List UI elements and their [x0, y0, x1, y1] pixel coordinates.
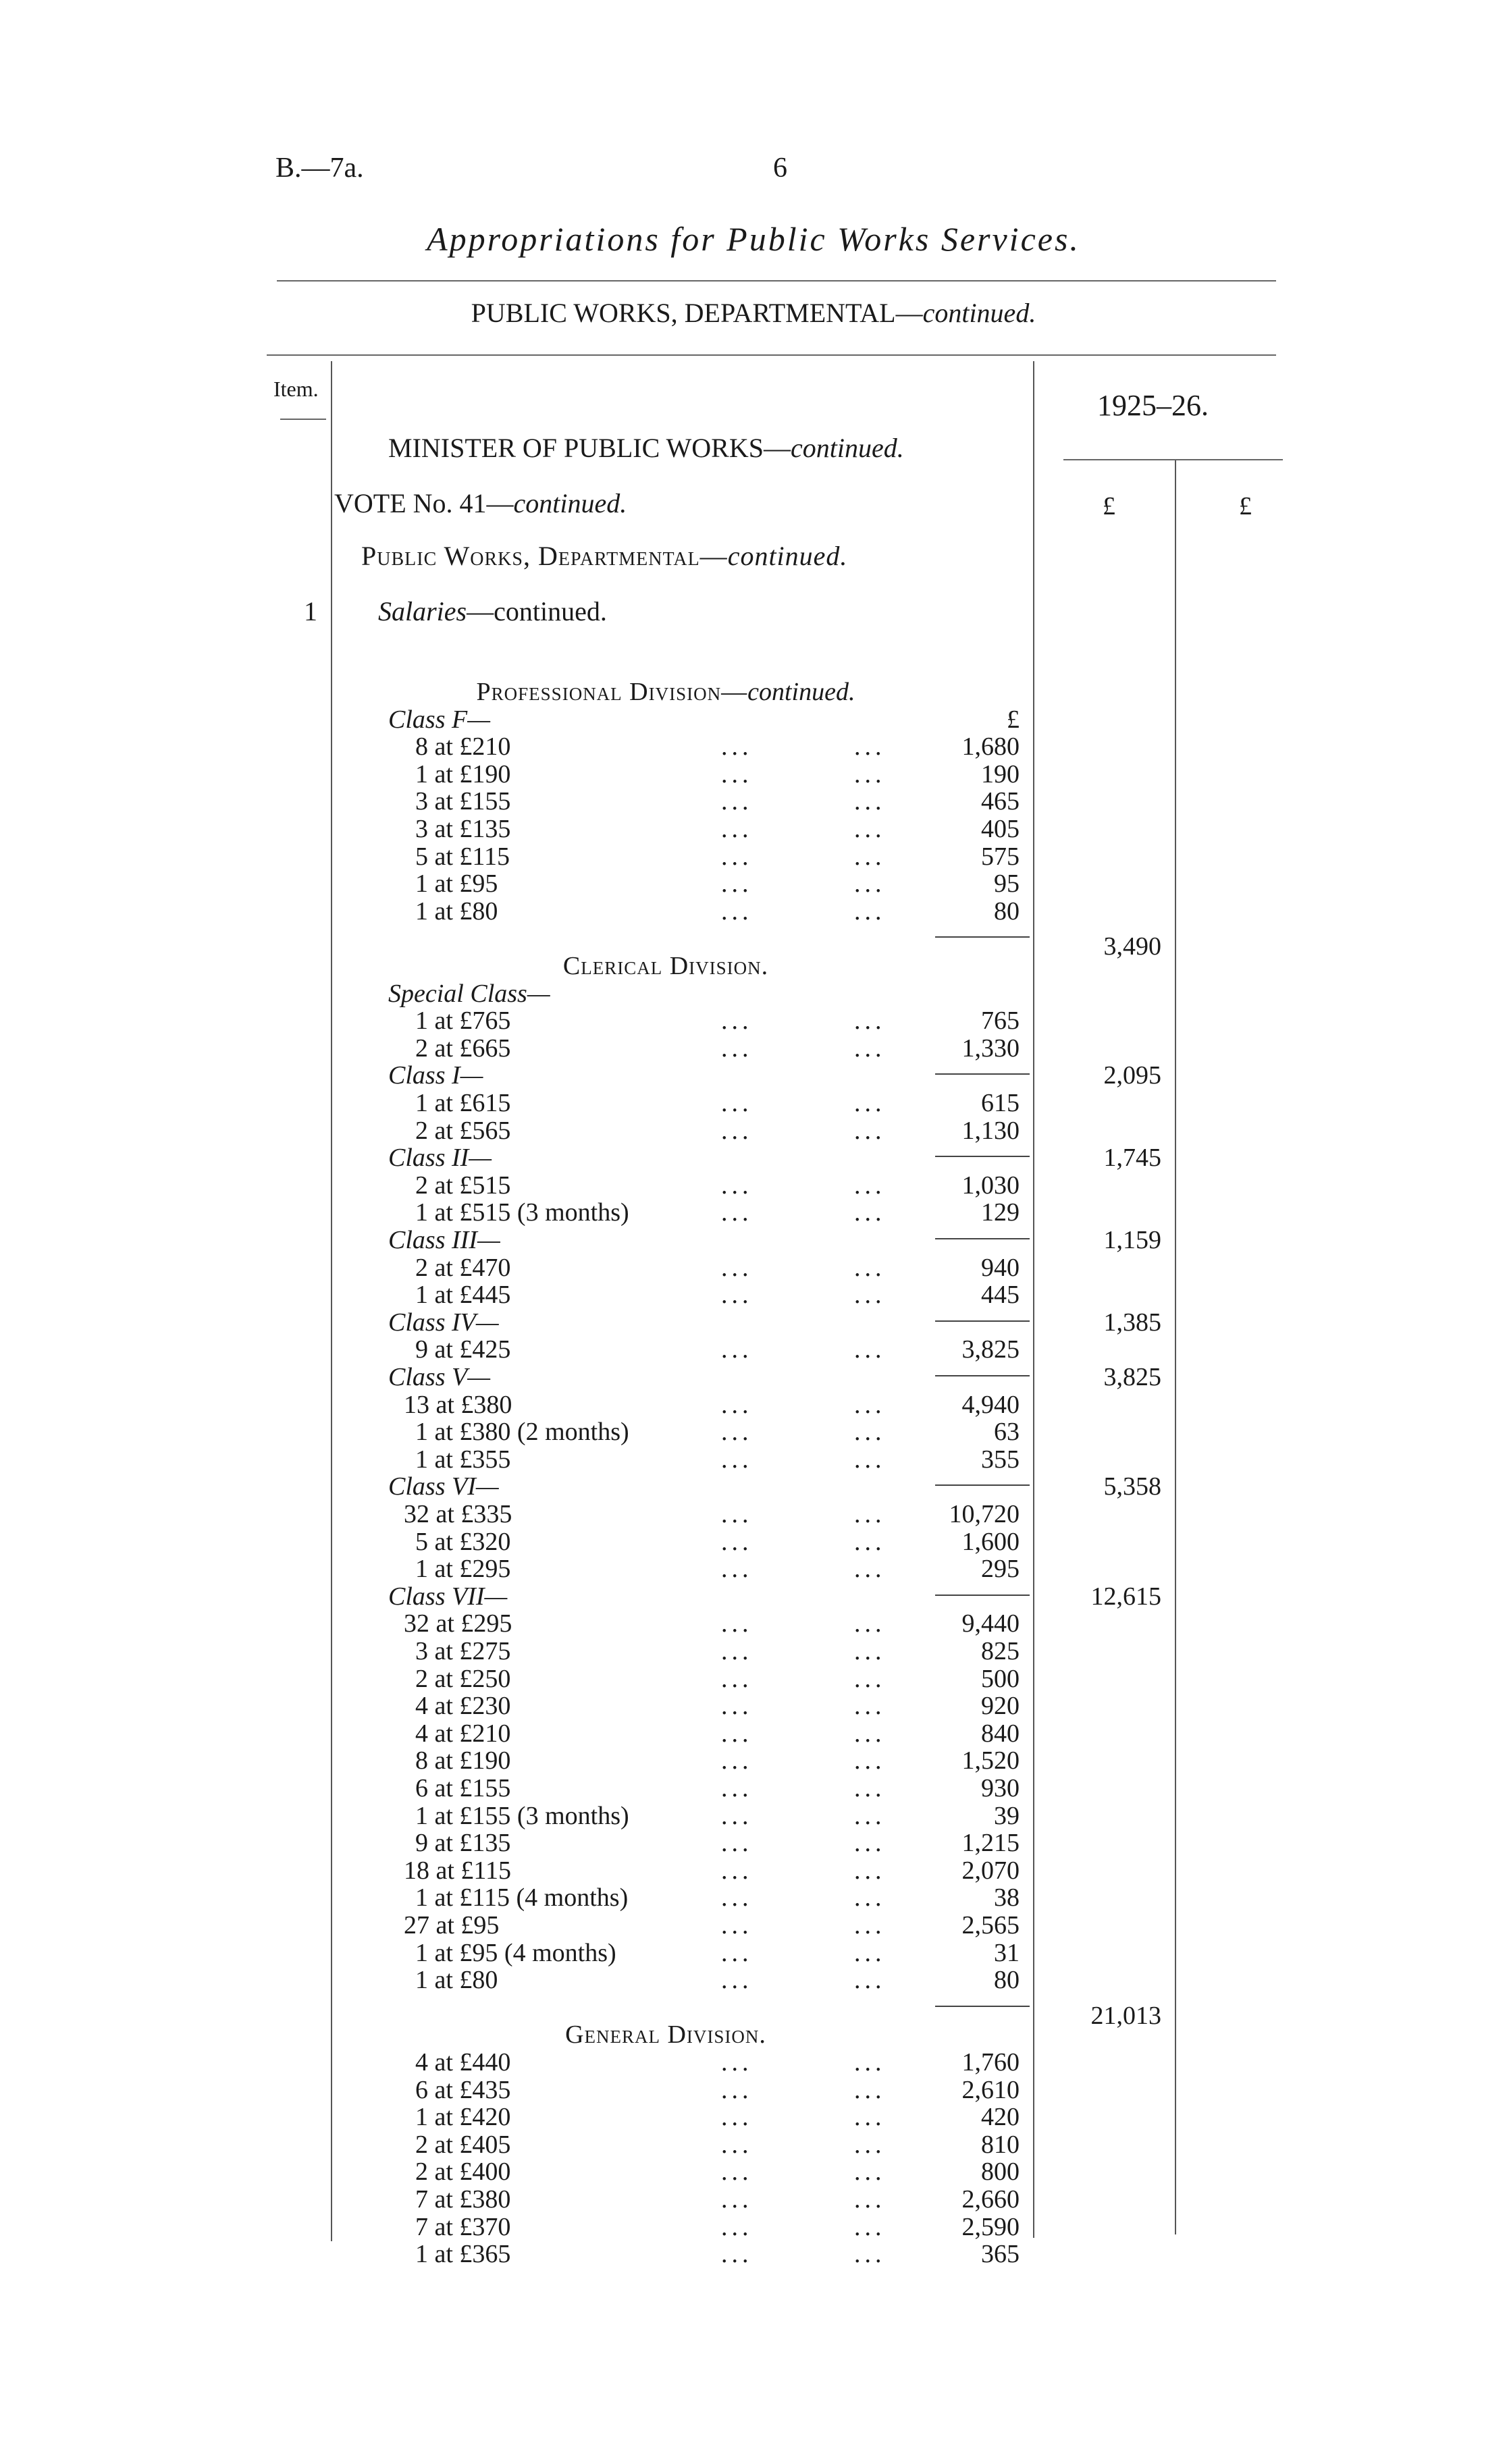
minister-heading [388, 432, 904, 464]
salary-amount: 1,680 [961, 732, 1020, 761]
salary-entry-label: 5 at £115 [415, 842, 510, 871]
leader-dots: ... [854, 1390, 886, 1419]
salary-entry-label: 1 at £190 [415, 759, 511, 788]
leader-dots: ... [721, 2158, 753, 2187]
salary-amount: 31 [994, 1938, 1020, 1967]
salary-entry-label: 4 at £230 [415, 1692, 511, 1721]
salary-amount: 80 [994, 896, 1020, 926]
subtotal-rule [935, 1375, 1030, 1376]
leader-dots: ... [854, 1966, 886, 1995]
table-row [0, 1473, 1507, 1500]
leader-dots: ... [854, 1801, 886, 1830]
currency-symbol: £ [1007, 705, 1020, 734]
table-row [0, 2021, 1507, 2048]
department-heading [361, 540, 847, 572]
salary-entry-label: 2 at £250 [415, 1664, 511, 1693]
leader-dots: ... [721, 2185, 753, 2214]
item-label-rule [280, 419, 326, 420]
page-number: 6 [773, 153, 787, 184]
leader-dots: ... [854, 869, 886, 899]
salary-amount: 39 [994, 1801, 1020, 1830]
leader-dots: ... [854, 1609, 886, 1638]
class-heading: Class II— [388, 1144, 492, 1173]
table-row [0, 2049, 1507, 2076]
leader-dots: ... [721, 2048, 753, 2077]
table-row [0, 2158, 1507, 2185]
vote-main: VOTE No. 41— [334, 488, 514, 518]
class-total: 1,159 [1103, 1226, 1161, 1254]
leader-dots: ... [854, 2212, 886, 2241]
table-row [0, 1254, 1507, 1281]
section-heading-text: Clerical Division. [562, 952, 769, 980]
leader-dots: ... [854, 1664, 886, 1693]
division-total: 3,490 [1103, 932, 1161, 961]
leader-dots: ... [854, 1829, 886, 1858]
salary-entry-label: 1 at £95 [415, 869, 498, 899]
table-row [0, 1364, 1507, 1391]
class-total: 5,358 [1103, 1472, 1161, 1501]
salary-entry-label: 1 at £115 (4 months) [415, 1883, 629, 1912]
leader-dots: ... [854, 1527, 886, 1556]
table-row [0, 2077, 1507, 2104]
leader-dots: ... [854, 896, 886, 926]
table-row [0, 925, 1507, 961]
salary-entry-label: 1 at £765 [415, 1007, 511, 1036]
class-total: 2,095 [1103, 1061, 1161, 1090]
class-total: 12,615 [1090, 1582, 1161, 1611]
table-row [0, 1583, 1507, 1610]
table-row [0, 1857, 1507, 1884]
leader-dots: ... [854, 1911, 886, 1939]
leader-dots: ... [854, 842, 886, 871]
salary-entry-label: 4 at £210 [415, 1719, 511, 1748]
table-row [0, 1418, 1507, 1445]
subtotal-rule [935, 1156, 1030, 1157]
salary-amount: 1,760 [961, 2048, 1020, 2077]
table-row [0, 1281, 1507, 1308]
table-row [0, 1994, 1507, 2030]
subtitle-continued: continued. [922, 298, 1036, 328]
page-subtitle [0, 297, 1507, 329]
table-row [0, 2241, 1507, 2268]
table-row [0, 2214, 1507, 2241]
leader-dots: ... [721, 1719, 753, 1748]
leader-dots: ... [854, 1007, 886, 1036]
salary-amount: 38 [994, 1883, 1020, 1912]
leader-dots: ... [721, 1089, 753, 1117]
salary-entry-label: 2 at £470 [415, 1253, 511, 1282]
table-row [0, 1720, 1507, 1747]
leader-dots: ... [721, 1966, 753, 1995]
leader-dots: ... [721, 1198, 753, 1227]
subtotal-rule [935, 2006, 1030, 2007]
salary-entry-label: 2 at £665 [415, 1034, 511, 1063]
leader-dots: ... [721, 1856, 753, 1885]
salary-amount: 465 [981, 787, 1020, 816]
table-row [0, 761, 1507, 788]
section-heading-text: General Division. [565, 2020, 766, 2050]
leader-dots: ... [721, 1829, 753, 1858]
table-row [0, 1117, 1507, 1144]
leader-dots: ... [854, 1746, 886, 1775]
table-row [0, 1939, 1507, 1966]
leader-dots: ... [721, 1692, 753, 1721]
leader-dots: ... [721, 732, 753, 761]
salary-entry-label: 32 at £295 [404, 1609, 512, 1638]
salary-amount: 930 [981, 1774, 1020, 1802]
salary-entry-label: 1 at £155 (3 months) [415, 1801, 629, 1830]
salary-entry-label: 2 at £400 [415, 2158, 511, 2187]
leader-dots: ... [721, 1281, 753, 1310]
table-row [0, 1884, 1507, 1911]
leader-dots: ... [854, 1445, 886, 1474]
leader-dots: ... [854, 1198, 886, 1227]
table-row [0, 2104, 1507, 2131]
salary-entry-label: 1 at £95 (4 months) [415, 1938, 616, 1967]
salary-amount: 4,940 [961, 1390, 1020, 1419]
leader-dots: ... [721, 896, 753, 926]
class-total: 1,385 [1103, 1308, 1161, 1337]
salary-entry-label: 1 at £445 [415, 1281, 511, 1310]
table-row [0, 2131, 1507, 2158]
leader-dots: ... [854, 1774, 886, 1802]
leader-dots: ... [721, 1746, 753, 1775]
salary-amount: 840 [981, 1719, 1020, 1748]
leader-dots: ... [721, 787, 753, 816]
salary-amount: 2,590 [961, 2212, 1020, 2241]
salary-entry-label: 13 at £380 [404, 1390, 512, 1419]
table-row [0, 788, 1507, 815]
leader-dots: ... [721, 869, 753, 899]
department-continued: continued. [727, 541, 848, 571]
table-row [0, 815, 1507, 842]
leader-dots: ... [854, 787, 886, 816]
class-total: 1,745 [1103, 1144, 1161, 1173]
leader-dots: ... [721, 1911, 753, 1939]
salary-amount: 190 [981, 759, 1020, 788]
leader-dots: ... [854, 1089, 886, 1117]
table-row [0, 1610, 1507, 1637]
leader-dots: ... [721, 815, 753, 843]
salary-amount: 825 [981, 1637, 1020, 1665]
document-reference: B.—7a. [275, 153, 364, 184]
leader-dots: ... [854, 1719, 886, 1748]
leader-dots: ... [721, 2130, 753, 2159]
subtotal-rule [935, 1238, 1030, 1239]
leader-dots: ... [854, 1034, 886, 1063]
section-heading-text: Professional Division— [476, 678, 748, 706]
salary-amount: 129 [981, 1198, 1020, 1227]
salary-amount: 940 [981, 1253, 1020, 1282]
class-heading: Class III— [388, 1226, 500, 1254]
leader-dots: ... [721, 1609, 753, 1638]
pound-heading-left: £ [1103, 492, 1115, 520]
salary-amount: 80 [994, 1966, 1020, 1995]
table-row [0, 870, 1507, 897]
leader-dots: ... [854, 2185, 886, 2214]
leader-dots: ... [854, 1418, 886, 1447]
table-row [0, 1775, 1507, 1802]
salary-amount: 445 [981, 1281, 1020, 1310]
table-row [0, 1555, 1507, 1582]
salary-amount: 295 [981, 1555, 1020, 1584]
salaries-heading [378, 595, 607, 627]
leader-dots: ... [721, 1664, 753, 1693]
leader-dots: ... [854, 1938, 886, 1967]
salary-amount: 810 [981, 2130, 1020, 2159]
salary-entry-label: 6 at £155 [415, 1774, 511, 1802]
salary-entry-label: 3 at £135 [415, 815, 511, 843]
leader-dots: ... [854, 2075, 886, 2104]
leader-dots: ... [721, 1774, 753, 1802]
table-row [0, 1446, 1507, 1473]
class-heading: Class VI— [388, 1472, 499, 1501]
leader-dots: ... [721, 1253, 753, 1282]
table-row [0, 1528, 1507, 1555]
table-row [0, 1199, 1507, 1226]
year-heading: 1925–26. [1097, 389, 1209, 422]
class-heading: Class I— [388, 1061, 483, 1090]
leader-dots: ... [854, 732, 886, 761]
table-row [0, 1501, 1507, 1528]
table-row [0, 1172, 1507, 1199]
leader-dots: ... [721, 1527, 753, 1556]
leader-dots: ... [721, 1390, 753, 1419]
page-title: Appropriations for Public Works Services. [427, 220, 1080, 258]
section-heading [0, 678, 1419, 705]
salary-entry-label: 8 at £210 [415, 732, 511, 761]
table-row [0, 1692, 1507, 1719]
leader-dots: ... [854, 2130, 886, 2159]
table-row [0, 1829, 1507, 1856]
subtitle-main: PUBLIC WORKS, DEPARTMENTAL— [471, 298, 923, 328]
leader-dots: ... [854, 2103, 886, 2132]
salary-amount: 63 [994, 1418, 1020, 1447]
minister-main: MINISTER OF PUBLIC WORKS— [388, 433, 791, 463]
salary-entry-label: 1 at £365 [415, 2240, 511, 2269]
salary-entry-label: 9 at £135 [415, 1829, 511, 1858]
leader-dots: ... [854, 1281, 886, 1310]
salary-entry-label: 9 at £425 [415, 1335, 511, 1364]
table-row [0, 1336, 1507, 1363]
salary-amount: 2,610 [961, 2075, 1020, 2104]
minister-continued: continued. [791, 433, 904, 463]
salaries-main: Salaries [378, 596, 467, 626]
salary-amount: 9,440 [961, 1609, 1020, 1638]
leader-dots: ... [854, 1637, 886, 1665]
department-main: Public Works, Departmental— [361, 541, 728, 571]
table-row [0, 1966, 1507, 1993]
leader-dots: ... [854, 1883, 886, 1912]
table-row [0, 1090, 1507, 1117]
salary-entry-label: 1 at £80 [415, 1966, 498, 1995]
table-row [0, 1062, 1507, 1089]
table-row [0, 1035, 1507, 1062]
salary-entry-label: 2 at £515 [415, 1171, 511, 1200]
leader-dots: ... [854, 1856, 886, 1885]
salary-amount: 765 [981, 1007, 1020, 1036]
salary-entry-label: 18 at £115 [404, 1856, 512, 1885]
salary-entry-label: 1 at £295 [415, 1555, 511, 1584]
table-row [0, 1802, 1507, 1829]
leader-dots: ... [854, 1692, 886, 1721]
salary-entry-label: 2 at £565 [415, 1116, 511, 1145]
year-rule [1063, 459, 1283, 460]
leader-dots: ... [721, 759, 753, 788]
class-heading: Class VII— [388, 1582, 508, 1611]
title-rule [277, 280, 1276, 282]
subtotal-rule [935, 1320, 1030, 1322]
table-row [0, 953, 1507, 980]
salary-entry-label: 3 at £155 [415, 787, 511, 816]
salary-amount: 3,825 [961, 1335, 1020, 1364]
table-row [0, 2186, 1507, 2213]
leader-dots: ... [721, 842, 753, 871]
vote-heading [334, 487, 627, 519]
table-row [0, 1391, 1507, 1418]
table-row [0, 1309, 1507, 1336]
leader-dots: ... [721, 1938, 753, 1967]
salary-amount: 1,600 [961, 1527, 1020, 1556]
salary-amount: 355 [981, 1445, 1020, 1474]
leader-dots: ... [854, 1171, 886, 1200]
leader-dots: ... [854, 1335, 886, 1364]
leader-dots: ... [721, 2212, 753, 2241]
leader-dots: ... [721, 1801, 753, 1830]
leader-dots: ... [854, 1253, 886, 1282]
salary-amount: 1,130 [961, 1116, 1020, 1145]
salary-entry-label: 7 at £380 [415, 2185, 511, 2214]
leader-dots: ... [721, 1335, 753, 1364]
leader-dots: ... [721, 2103, 753, 2132]
salary-amount: 1,520 [961, 1746, 1020, 1775]
subtotal-rule [935, 1073, 1030, 1075]
leader-dots: ... [854, 759, 886, 788]
salary-amount: 575 [981, 842, 1020, 871]
leader-dots: ... [854, 2240, 886, 2269]
subtotal-rule [935, 1484, 1030, 1486]
leader-dots: ... [721, 1637, 753, 1665]
salary-entry-label: 8 at £190 [415, 1746, 511, 1775]
salary-entry-label: 27 at £95 [404, 1911, 500, 1939]
salary-entry-label: 3 at £275 [415, 1637, 511, 1665]
leader-dots: ... [854, 815, 886, 843]
salary-entry-label: 6 at £435 [415, 2075, 511, 2104]
leader-dots: ... [721, 1500, 753, 1528]
table-row [0, 980, 1507, 1007]
table-row [0, 706, 1507, 733]
leader-dots: ... [854, 2158, 886, 2187]
class-total: 3,825 [1103, 1363, 1161, 1391]
table-row [0, 733, 1507, 760]
salary-amount: 1,330 [961, 1034, 1020, 1063]
leader-dots: ... [854, 1116, 886, 1145]
salary-entry-label: 1 at £515 (3 months) [415, 1198, 629, 1227]
pound-heading-right: £ [1239, 492, 1252, 520]
salary-entry-label: 32 at £335 [404, 1500, 512, 1528]
table-row [0, 678, 1507, 705]
salary-entry-label: 5 at £320 [415, 1527, 511, 1556]
subtotal-rule [935, 1595, 1030, 1596]
table-row [0, 1665, 1507, 1692]
salary-entry-label: 1 at £355 [415, 1445, 511, 1474]
salary-amount: 800 [981, 2158, 1020, 2187]
salary-amount: 2,070 [961, 1856, 1020, 1885]
leader-dots: ... [721, 2075, 753, 2104]
leader-dots: ... [721, 1116, 753, 1145]
leader-dots: ... [721, 1171, 753, 1200]
salary-entry-label: 2 at £405 [415, 2130, 511, 2159]
salary-entry-label: 1 at £420 [415, 2103, 511, 2132]
section-heading [0, 2021, 1419, 2048]
section-heading [0, 953, 1419, 980]
leader-dots: ... [854, 2048, 886, 2077]
salary-amount: 95 [994, 869, 1020, 899]
salary-entry-label: 1 at £80 [415, 896, 498, 926]
table-row [0, 1747, 1507, 1774]
salaries-continued: —continued. [467, 596, 607, 626]
table-row [0, 843, 1507, 870]
leader-dots: ... [721, 1445, 753, 1474]
table-row [0, 1007, 1507, 1034]
table-row [0, 1227, 1507, 1254]
salary-amount: 405 [981, 815, 1020, 843]
table-top-rule [267, 354, 1276, 356]
salary-amount: 420 [981, 2103, 1020, 2132]
salary-amount: 10,720 [949, 1500, 1020, 1528]
salary-entry-label: 1 at £380 (2 months) [415, 1418, 629, 1447]
vote-continued: continued. [513, 488, 627, 518]
item-column-label: Item. [273, 377, 319, 401]
leader-dots: ... [854, 1500, 886, 1528]
class-heading: Special Class— [388, 979, 550, 1008]
salary-entry-label: 7 at £370 [415, 2212, 511, 2241]
class-heading: Class V— [388, 1363, 490, 1391]
salary-amount: 2,565 [961, 1911, 1020, 1939]
division-total: 21,013 [1090, 2001, 1161, 2030]
salary-amount: 2,660 [961, 2185, 1020, 2214]
table-row [0, 1144, 1507, 1171]
leader-dots: ... [721, 1555, 753, 1584]
salary-amount: 500 [981, 1664, 1020, 1693]
salary-entry-label: 4 at £440 [415, 2048, 511, 2077]
subtotal-rule [935, 936, 1030, 938]
leader-dots: ... [721, 1007, 753, 1036]
salary-amount: 365 [981, 2240, 1020, 2269]
leader-dots: ... [721, 1418, 753, 1447]
leader-dots: ... [721, 2240, 753, 2269]
class-heading: Class IV— [388, 1308, 499, 1337]
leader-dots: ... [854, 1555, 886, 1584]
table-row [0, 898, 1507, 925]
table-row [0, 1912, 1507, 1939]
item-number: 1 [304, 596, 317, 626]
salary-entry-label: 1 at £615 [415, 1089, 511, 1117]
salary-amount: 1,215 [961, 1829, 1020, 1858]
leader-dots: ... [721, 1883, 753, 1912]
section-heading-continued: continued. [747, 678, 855, 706]
leader-dots: ... [721, 1034, 753, 1063]
salary-amount: 1,030 [961, 1171, 1020, 1200]
table-row [0, 1638, 1507, 1665]
salary-amount: 615 [981, 1089, 1020, 1117]
class-heading: Class F— [388, 705, 490, 734]
salary-amount: 920 [981, 1692, 1020, 1721]
